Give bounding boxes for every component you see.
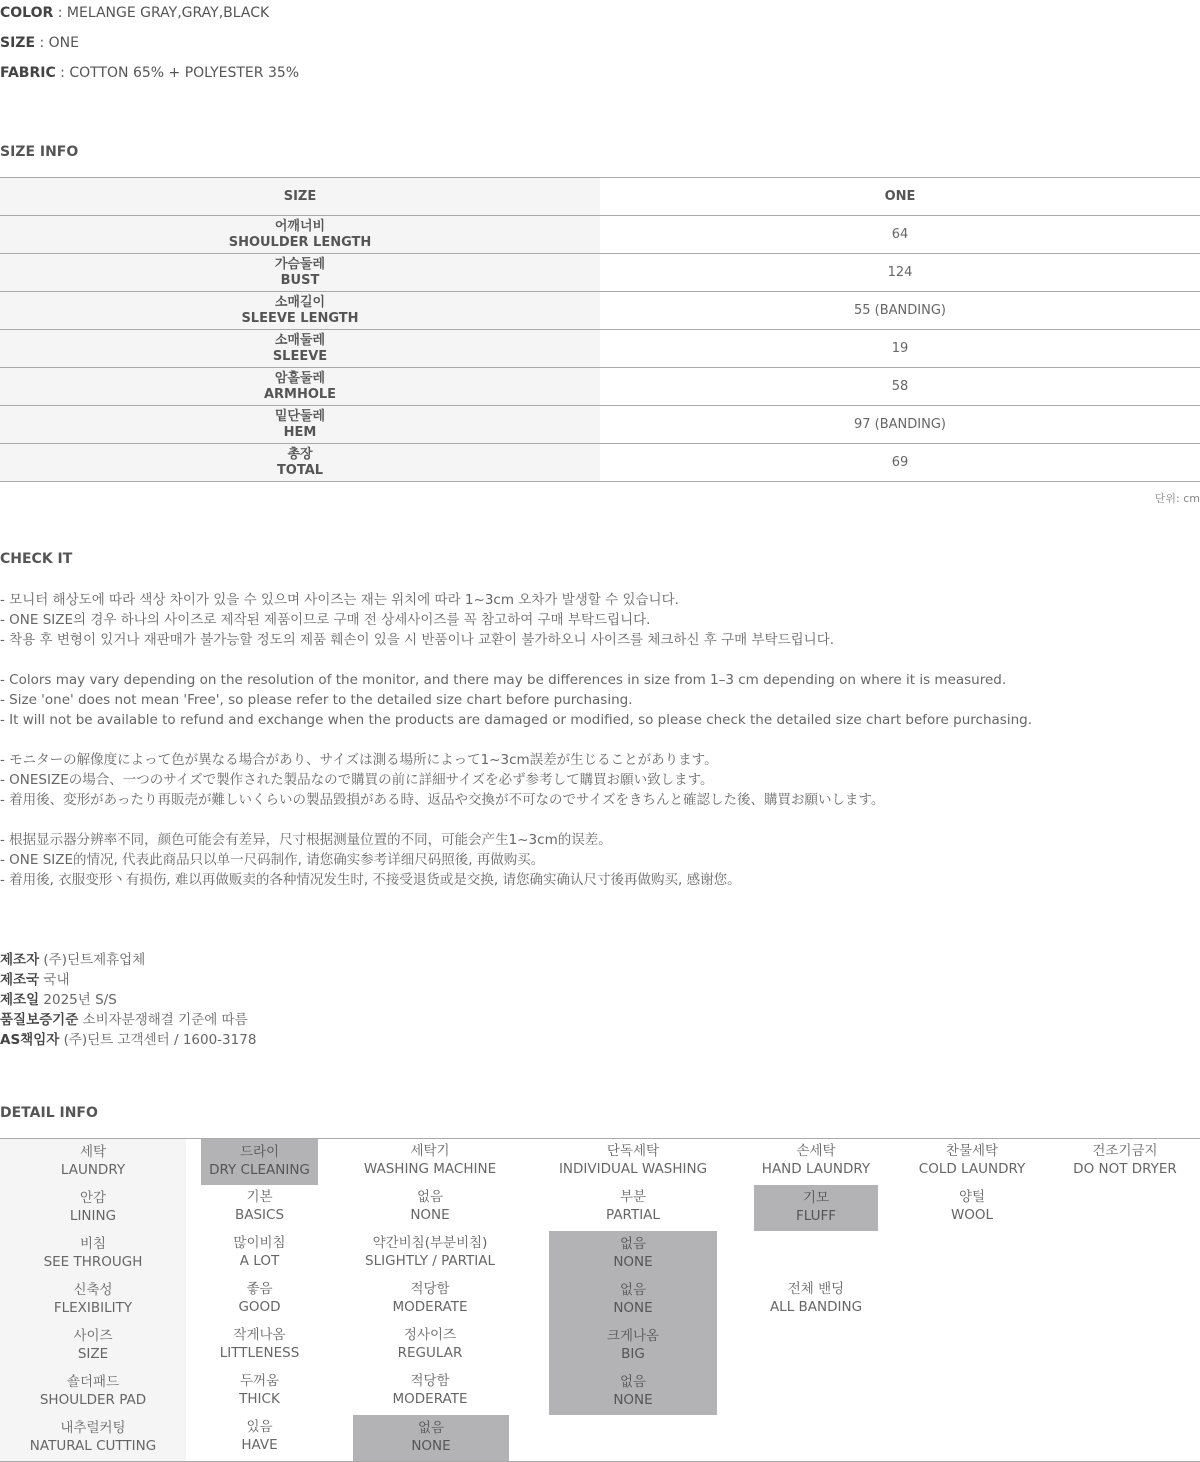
unit-note: 단위: cm [1154,492,1200,505]
detail-text: NONE [410,1207,450,1223]
detail-text: 정사이즈 [403,1327,457,1343]
detail-option [201,1323,318,1369]
detail-text: BASICS [234,1207,285,1223]
spec-label: FABRIC [0,65,56,81]
table-row [0,444,1200,482]
check-it-title: CHECK IT [0,551,73,567]
detail-row-label [0,1277,186,1323]
detail-text: 세탁 [79,1144,107,1160]
maker-value: 국내 [39,972,70,988]
detail-option [543,1139,723,1185]
detail-text: NONE [613,1254,653,1270]
detail-text: SEE THROUGH [43,1254,143,1270]
detail-row-label [0,1139,186,1185]
detail-text: PARTIAL [606,1207,660,1223]
detail-option [543,1185,723,1231]
detail-text: 단독세탁 [606,1143,660,1159]
detail-text: BIG [621,1346,645,1362]
note-line: - 모니터 해상도에 따라 색상 차이가 있을 수 있으며 사이즈는 재는 위치에 따라 1~3cm 오차가 발생할 수 있습니다. [0,592,679,608]
detail-text: 많이비침 [233,1235,286,1251]
size-header-label: SIZE [0,178,600,216]
detail-text: WASHING MACHINE [363,1161,497,1177]
detail-text: LINING [69,1208,117,1224]
detail-option [330,1231,530,1277]
maker-label: 제조일 [0,992,40,1008]
detail-option-selected [549,1277,717,1323]
measure-label-en: SHOULDER LENGTH [228,234,372,250]
detail-option [201,1415,318,1461]
note-line: - ONE SIZE의 경우 하나의 사이즈로 제작된 제품이므로 구매 전 상세사이즈를 꼭 참고하여 구매 부탁드립니다. [0,612,651,628]
size-info-title: SIZE INFO [0,144,79,160]
measure-label-ko: 암홀둘레 [274,370,326,386]
measure-label-en: TOTAL [276,462,324,478]
maker-value: (주)딘트제휴업체 [39,952,146,968]
detail-text: 있음 [246,1419,273,1435]
detail-text: 사이즈 [73,1328,113,1344]
detail-text: 양털 [958,1189,986,1205]
maker-value: 소비자분쟁해결 기준에 따름 [78,1012,248,1028]
measure-label [0,444,600,482]
spec-label: COLOR [0,5,54,21]
detail-row-label [0,1231,186,1277]
detail-text: HAND LAUNDRY [761,1161,871,1177]
detail-text: 안감 [79,1190,107,1206]
maker-row [0,1030,256,1050]
detail-option-selected [353,1415,509,1461]
detail-text: COLD LAUNDRY [918,1161,1026,1177]
detail-text: SHOULDER PAD [39,1392,147,1408]
spec-color [0,5,269,21]
measure-label [0,368,600,406]
detail-text: A LOT [239,1253,280,1269]
measure-label-en: HEM [283,424,317,440]
size-table-header [0,178,1200,216]
measure-value: 58 [600,368,1200,406]
detail-option-selected [549,1369,717,1415]
note-line: - 根据显示器分辨率不同，颜色可能会有差异，尺寸根据测量位置的不同，可能会产生1~3cm的误差。 [0,832,612,848]
measure-value: 69 [600,444,1200,482]
spec-value: : MELANGE GRAY,GRAY,BLACK [53,5,270,21]
measure-label-ko: 총장 [287,446,313,462]
detail-text: 기본 [246,1189,273,1205]
detail-text: LAUNDRY [60,1162,126,1178]
measure-value: 55 (BANDING) [600,292,1200,330]
detail-text: 신축성 [73,1282,113,1298]
maker-value: (주)딘트 고객센터 / 1600-3178 [59,1032,257,1048]
spec-fabric [0,65,299,81]
detail-option [745,1277,887,1323]
detail-text: NONE [613,1300,653,1316]
measure-label-en: SLEEVE LENGTH [241,310,359,326]
detail-option-selected [754,1185,878,1231]
detail-option-selected [549,1231,717,1277]
maker-value: 2025년 S/S [39,992,117,1008]
measure-value: 97 (BANDING) [600,406,1200,444]
spec-size [0,35,79,51]
detail-text: 크게나옴 [606,1328,660,1344]
measure-label-en: BUST [280,272,320,288]
detail-text: 비침 [79,1236,107,1252]
note-line: - ONESIZEの場合、一つのサイズで製作された製品なので購買の前に詳細サイズを必ず参考して購買お願い致します。 [0,772,714,788]
detail-text: 약간비침(부분비침) [372,1235,488,1251]
detail-row-label [0,1323,186,1369]
note-line: - It will not be available to refund and exchange when the products are damaged or modified, so please check the detailed size chart before purchasing. [0,712,1032,728]
measure-label [0,216,600,254]
measure-label-en: ARMHOLE [263,386,337,402]
note-line: - Colors may vary depending on the resolution of the monitor, and there may be differences in size from 1–3 cm depending on where it is measured. [0,672,1007,688]
maker-row [0,950,256,970]
note-line: - ONE SIZE的情况, 代表此商品只以单一尺码制作, 请您确实参考详细尺码照後, 再做购买。 [0,852,545,868]
detail-text: 숄더패드 [66,1374,120,1390]
measure-label-ko: 가슴둘레 [274,256,326,272]
detail-text: GOOD [238,1299,281,1315]
detail-option [340,1277,520,1323]
detail-text: 없음 [619,1236,647,1252]
detail-option [745,1139,887,1185]
detail-option [201,1185,318,1231]
detail-text: HAVE [241,1437,278,1453]
detail-option [1055,1139,1195,1185]
measure-value: 124 [600,254,1200,292]
maker-label: AS책임자 [0,1032,60,1048]
maker-label: 제조국 [0,972,40,988]
measure-label-ko: 소매둘레 [274,332,326,348]
note-line: - 着用後, 衣服变形丶有损伤, 难以再做贩卖的各种情况发生时, 不接受退货或是交换, 请您确实确认尺寸後再做购买, 感谢您。 [0,872,741,888]
detail-info-title: DETAIL INFO [0,1105,98,1121]
detail-text: INDIVIDUAL WASHING [558,1161,708,1177]
table-row [0,330,1200,368]
detail-text: MODERATE [392,1391,468,1407]
measure-label [0,292,600,330]
detail-row-label [0,1415,186,1461]
measure-label-ko: 밑단둘레 [274,408,326,424]
detail-text: 손세탁 [796,1143,836,1159]
detail-row-label [0,1369,186,1415]
detail-text: SLIGHTLY / PARTIAL [365,1253,495,1269]
spec-value: : ONE [35,35,79,51]
detail-text: NONE [613,1392,653,1408]
measure-label-ko: 어깨너비 [274,218,326,234]
detail-text: 적당함 [410,1373,450,1389]
table-row [0,216,1200,254]
detail-text: NONE [411,1438,451,1454]
detail-option-selected [549,1323,717,1369]
table-row [0,254,1200,292]
note-line: - Size 'one' does not mean 'Free', so please refer to the detailed size chart before purchasing. [0,692,633,708]
detail-option [201,1277,318,1323]
detail-option [340,1185,520,1231]
detail-text: 드라이 [239,1144,280,1160]
measure-label [0,406,600,444]
detail-text: DRY CLEANING [209,1162,310,1178]
measure-label-ko: 소매길이 [274,294,326,310]
measure-label [0,330,600,368]
note-line: - 着用後、変形があったり再販売が難しいくらいの製品毀損がある時、返品や交換が不可なのでサイズをきちんと確認した後、購買お願いします。 [0,792,885,808]
table-row [0,368,1200,406]
detail-option [340,1323,520,1369]
detail-text: 건조기금지 [1092,1143,1158,1159]
detail-text: THICK [239,1391,280,1407]
detail-text: NATURAL CUTTING [29,1438,157,1454]
detail-row-label [0,1185,186,1231]
detail-text: 작게나옴 [233,1327,286,1343]
size-header-value: ONE [600,178,1200,216]
detail-option [340,1139,520,1185]
spec-value: : COTTON 65% + POLYESTER 35% [55,65,300,81]
detail-text: 전체 밴딩 [787,1281,845,1297]
detail-text: 기모 [802,1190,830,1206]
detail-text: 없음 [619,1282,647,1298]
detail-option-selected [201,1139,318,1185]
detail-option [902,1139,1042,1185]
check-it-notes [0,590,1032,890]
detail-text: LITTLENESS [219,1345,300,1361]
detail-text: MODERATE [392,1299,468,1315]
detail-option [340,1369,520,1415]
detail-text: 부분 [619,1189,647,1205]
measure-value: 19 [600,330,1200,368]
measure-label-en: SLEEVE [272,348,328,364]
maker-row [0,970,256,990]
maker-row [0,990,256,1010]
detail-option [201,1231,318,1277]
detail-text: 내추럴커팅 [60,1420,126,1436]
detail-text: FLEXIBILITY [53,1300,133,1316]
detail-text: WOOL [950,1207,994,1223]
note-line: - 착용 후 변형이 있거나 재판매가 불가능할 정도의 제품 훼손이 있을 시 반품이나 교환이 불가하오니 사이즈를 체크하신 후 구매 부탁드립니다. [0,632,835,648]
maker-info [0,950,256,1050]
detail-text: 없음 [619,1374,647,1390]
detail-text: 없음 [416,1189,444,1205]
measure-value: 64 [600,216,1200,254]
detail-text: DO NOT DRYER [1073,1161,1177,1177]
table-row [0,292,1200,330]
detail-text: 찬물세탁 [945,1143,999,1159]
detail-option [902,1185,1042,1231]
detail-text: 두꺼움 [239,1373,280,1389]
detail-option [201,1369,318,1415]
spec-label: SIZE [0,35,36,51]
maker-row [0,1010,256,1030]
maker-label: 품질보증기준 [0,1012,79,1028]
detail-text: REGULAR [397,1345,463,1361]
measure-label [0,254,600,292]
detail-text: 적당함 [410,1281,450,1297]
detail-text: ALL BANDING [769,1299,863,1315]
size-table [0,177,1200,482]
detail-text: 좋음 [246,1281,273,1297]
detail-text: 세탁기 [410,1143,450,1159]
detail-text: SIZE [77,1346,109,1362]
table-row [0,406,1200,444]
detail-text: FLUFF [795,1208,837,1224]
note-line: - モニターの解像度によって色が異なる場合があり、サイズは測る場所によって1~3cm誤差が生じることがあります。 [0,752,718,768]
maker-label: 제조자 [0,952,40,968]
detail-text: 없음 [417,1420,445,1436]
